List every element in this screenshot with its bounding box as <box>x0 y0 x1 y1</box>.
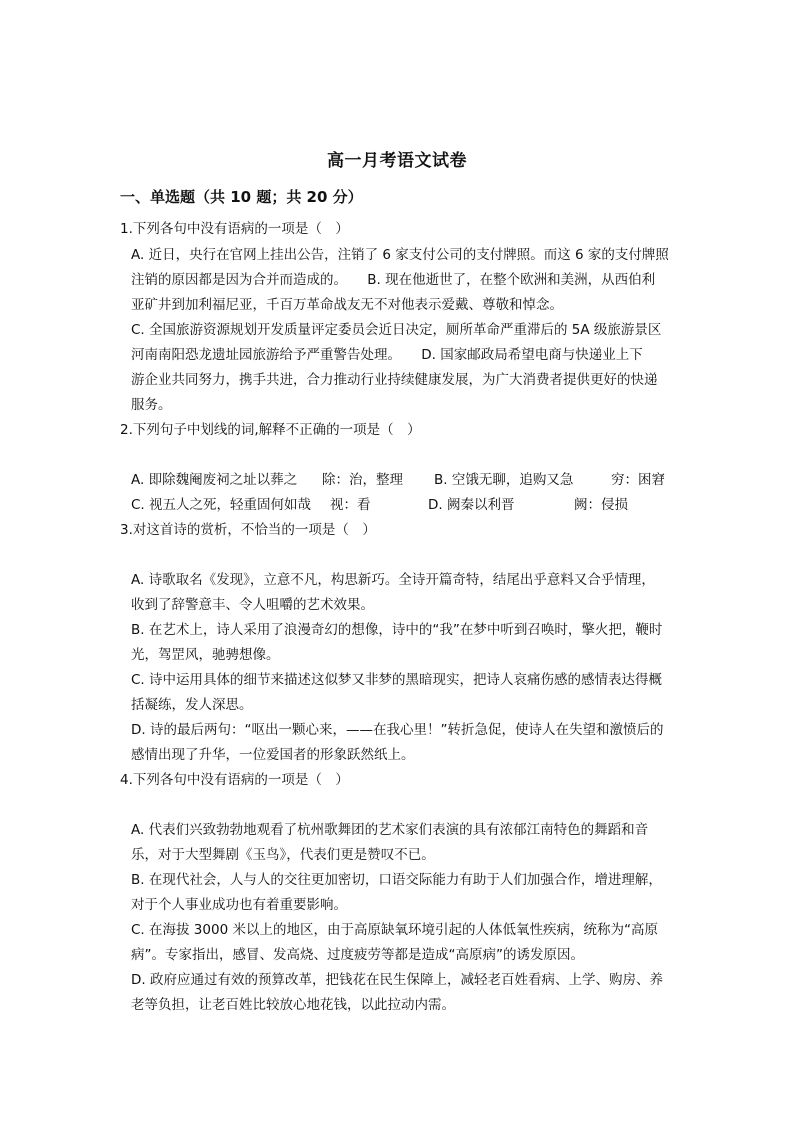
question-1-line: 注销的原因都是因为合并而造成的。 B. 现在他逝世了，在整个欧洲和美洲，从西伯利 <box>131 272 656 288</box>
question-3-line: B. 在艺术上，诗人采用了浪漫奇幻的想像，诗中的“我”在梦中听到召唤时，擎火把，鞭时 <box>131 622 663 638</box>
question-1-line: 亚矿井到加利福尼亚，千百万革命战友无不对他表示爱戴、尊敬和悼念。 <box>131 297 563 313</box>
question-4-line: D. 政府应通过有效的预算改革，把钱花在民生保障上，减轻老百姓看病、上学、购房、养 <box>131 972 663 988</box>
question-3-line: A. 诗歌取名《发现》，立意不凡，构思新巧。全诗开篇奇特，结尾出乎意料又合乎情理， <box>131 572 655 588</box>
question-4-line: B. 在现代社会，人与人的交往更加密切，口语交际能力有助于人们加强合作，增进理解， <box>131 872 662 888</box>
question-2-option-a: A. 即除魏阉废祠之址以葬之 <box>131 472 298 488</box>
question-3-line: C. 诗中运用具体的细节来描述这似梦又非梦的黑暗现实，把诗人哀痛伤感的感情表达得概 <box>131 672 663 688</box>
question-3-line: 括凝练，发人深思。 <box>131 697 253 713</box>
section-heading: 一、单选题（共 10 题；共 20 分） <box>120 188 363 206</box>
question-1-line: C. 全国旅游资源规划开发质量评定委员会近日决定，厕所革命严重滞后的 5A 级旅游景区 <box>131 322 662 338</box>
question-2-option-b-gloss: 穷：困窘 <box>611 472 665 488</box>
question-2-option-b: B. 空饿无聊，追购又急 <box>434 472 574 488</box>
question-3-line: D. 诗的最后两句：“呕出一颗心来，——在我心里！”转折急促，使诗人在失望和激愤后的 <box>131 722 664 738</box>
question-4-line: 对于个人事业成功也有着重要影响。 <box>131 897 347 913</box>
question-2-stem: 2.下列句子中划线的词,解释不正确的一项是（ ） <box>120 422 421 438</box>
question-4-line: A. 代表们兴致勃勃地观看了杭州歌舞团的艺术家们表演的具有浓郁江南特色的舞蹈和音 <box>131 822 649 838</box>
question-1-stem: 1.下列各句中没有语病的一项是（ ） <box>120 221 349 237</box>
question-4-line: 乐，对于大型舞剧《玉鸟》，代表们更是赞叹不已。 <box>131 847 435 863</box>
question-2-option-a-gloss: 除：治，整理 <box>322 472 403 488</box>
question-2-option-d: D. 阙秦以利晋 <box>428 497 515 513</box>
question-4-line: 病”。专家指出，感冒、发高烧、过度疲劳等都是造成“高原病”的诱发原因。 <box>131 947 584 963</box>
question-4-line: 老等负担，让老百姓比较放心地花钱，以此拉动内需。 <box>131 997 455 1013</box>
question-3-line: 收到了辞警意丰、令人咀嚼的艺术效果。 <box>131 597 374 613</box>
question-3-line: 感情出现了升华，一位爱国者的形象跃然纸上。 <box>131 747 415 763</box>
question-1-line: A. 近日，央行在官网上挂出公告，注销了 6 家支付公司的支付牌照。而这 6 家的支付牌照 <box>131 247 669 263</box>
question-3-line: 光，驾罡风，驰骋想像。 <box>131 647 280 663</box>
question-1-line: 服务。 <box>131 397 172 413</box>
question-4-stem: 4.下列各句中没有语病的一项是（ ） <box>120 772 349 788</box>
question-1-line: 游企业共同努力，携手共进，合力推动行业持续健康发展，为广大消费者提供更好的快递 <box>131 372 658 388</box>
question-2-option-c: C. 视五人之死，轻重固何如哉 <box>131 497 312 513</box>
question-1-line: 河南南阳恐龙遗址园旅游给予严重警告处理。 D. 国家邮政局希望电商与快递业上下 <box>131 347 643 363</box>
question-4-line: C. 在海拔 3000 米以上的地区，由于高原缺氧环境引起的人体低氧性疾病，统称为“高原 <box>131 922 658 938</box>
question-2-option-c-gloss: 视：看 <box>330 497 371 513</box>
question-3-stem: 3.对这首诗的赏析，不恰当的一项是（ ） <box>120 522 376 538</box>
question-2-option-d-gloss: 阙：侵损 <box>574 497 628 513</box>
page-title: 高一月考语文试卷 <box>327 151 467 171</box>
